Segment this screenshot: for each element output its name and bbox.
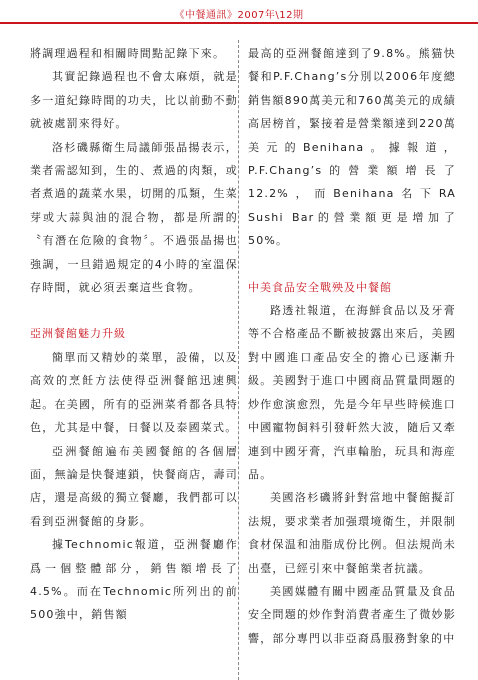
paragraph: 最高的亞洲餐館達到了9.8%。熊猫快餐和P.F.Chang’s分別以2006年度總銷售額890萬美元和760萬美元的成績高居榜首，緊接着是營業額達到220萬美元的Benihana。據報道，P.F.Chang’s的營業額增長了12.2%，而Benihana名下RA Sushi Bar的營業額更是增加了50%。 xyxy=(248,47,456,248)
left-column xyxy=(30,42,238,627)
section-heading: 亞洲餐館魅力升級 xyxy=(30,327,126,341)
paragraph: 路透社報道，在海鮮食品以及牙膏等不合格產品不斷被披露出來后，美國對中國進口產品安全的擔心已逐漸升級。美國對于進口中國商品質量問題的炒作愈演愈烈，先是今年早些時候進口中國寵物飼料引發軒然大波，隨后又牽連到中國牙膏，汽車輪胎，玩具和海産品。 xyxy=(248,304,456,481)
paragraph: 洛杉磯縣衛生局議師張晶揚表示，業者需認知到，生的、煮過的肉類，或者煮過的蔬菜水果，切開的瓜類，生菜芽或大蒜與油的混合物，都是所謂的〝有潛在危險的食物〞。不過張晶揚也強調，一旦錯過規定的4小時的室溫保存時間，就必須丟棄這些食物。 xyxy=(30,140,238,295)
paragraph: 將調理過程和相關時間點記錄下來。 xyxy=(30,47,226,60)
paragraph: 簡單而又精妙的菜單，設備，以及高效的烹飪方法使得亞洲餐館迅速興起。在美國，所有的亞洲菜肴都各具特色，尤其是中餐，日餐以及泰國菜式。 xyxy=(30,350,238,435)
paragraph: 據Technomic報道，亞洲餐廳作爲一個整體部分，銷售額增長了4.5%。而在Technomic所列出的前500強中，銷售額 xyxy=(30,538,238,622)
page-header xyxy=(0,0,478,30)
right-column xyxy=(248,42,456,650)
paragraph: 亞洲餐館遍布美國餐館的各個層面，無論是快餐連鎖，快餐商店，壽司店，還是高級的獨立餐廳，我們都可以看到亞洲餐館的身影。 xyxy=(30,444,238,528)
paragraph: 美國媒體有關中國產品質量及食品安全問題的炒作對消費者產生了微妙影響，部分專門以非亞裔爲服務對象的中 xyxy=(248,584,456,645)
header-rule xyxy=(0,22,478,24)
paragraph: 其實記錄過程也不會太麻煩，就是多一道紀錄時間的功夫，比以前動不動就被處罰來得好。 xyxy=(30,70,238,131)
publication-title: 《中餐通訊》2007年\12期 xyxy=(0,6,478,21)
paragraph: 美國洛杉磯將針對當地中餐館擬訂法規，要求業者加强環境衛生，并限制食材保温和油脂成份比例。但法規尚未出臺，已經引來中餐館業者抗議。 xyxy=(248,491,456,575)
section-heading: 中美食品安全戰殃及中餐館 xyxy=(248,280,392,294)
column-divider xyxy=(238,40,240,680)
